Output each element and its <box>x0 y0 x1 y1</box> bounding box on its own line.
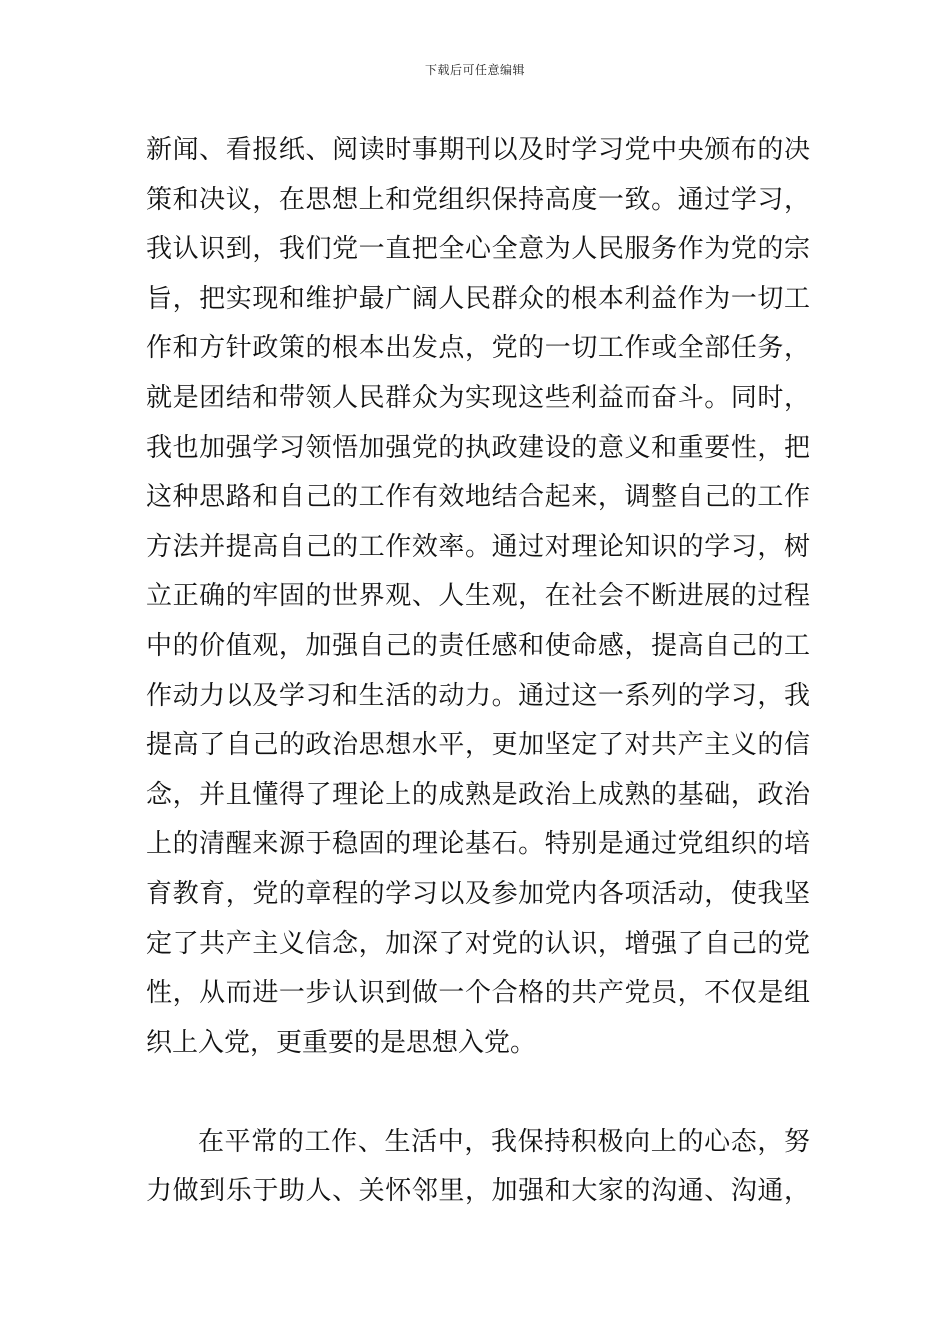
text-line: 织上入党，更重要的是思想入党。 <box>146 1027 537 1058</box>
text-line: 提高了自己的政治思想水平，更加坚定了对共产主义的信 <box>146 730 810 761</box>
text-line: 新闻、看报纸、阅读时事期刊以及时学习党中央颁布的决 <box>146 135 810 165</box>
text-line: 我认识到，我们党一直把全心全意为人民服务作为党的宗 <box>146 234 810 265</box>
text-line: 念，并且懂得了理论上的成熟是政治上成熟的基础，政治 <box>146 779 810 810</box>
text-line: 力做到乐于助人、关怀邻里，加强和大家的沟通、沟通， <box>146 1176 810 1207</box>
page-header: 下载后可任意编辑 <box>424 63 525 77</box>
text-line: 作动力以及学习和生活的动力。通过这一系列的学习，我 <box>146 680 810 711</box>
text-line: 这种思路和自己的工作有效地结合起来，调整自己的工作 <box>146 482 810 513</box>
text-line: 在平常的工作、生活中，我保持积极向上的心态，努 <box>198 1126 810 1157</box>
text-line: 性，从而进一步认识到做一个合格的共产党员，不仅是组 <box>146 978 810 1009</box>
document-body <box>146 126 810 1217</box>
text-line: 立正确的牢固的世界观、人生观，在社会不断进展的过程 <box>146 581 810 612</box>
text-line: 定了共产主义信念，加深了对党的认识，增强了自己的党 <box>146 928 810 959</box>
text-line: 方法并提高自己的工作效率。通过对理论知识的学习，树 <box>146 531 810 562</box>
paragraph-gap <box>146 1068 810 1118</box>
text-line: 策和决议，在思想上和党组织保持高度一致。通过学习， <box>146 184 810 215</box>
text-line: 育教育，党的章程的学习以及参加党内各项活动，使我坚 <box>146 878 810 909</box>
text-line: 就是团结和带领人民群众为实现这些利益而奋斗。同时， <box>146 382 810 413</box>
text-line: 旨，把实现和维护最广阔人民群众的根本利益作为一切工 <box>146 283 810 314</box>
text-line: 上的清醒来源于稳固的理论基石。特别是通过党组织的培 <box>146 829 810 860</box>
text-line: 中的价值观，加强自己的责任感和使命感，提高自己的工 <box>146 630 810 661</box>
text-line: 我也加强学习领悟加强党的执政建设的意义和重要性，把 <box>146 432 810 463</box>
text-line: 作和方针政策的根本出发点，党的一切工作或全部任务， <box>146 333 810 364</box>
